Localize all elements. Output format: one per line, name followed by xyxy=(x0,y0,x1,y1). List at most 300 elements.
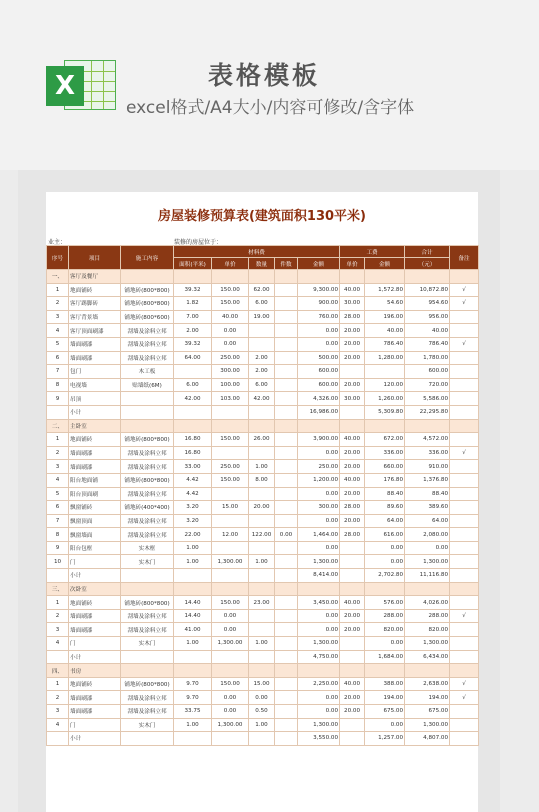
cell-m: 0.00 xyxy=(298,324,340,338)
cell-q xyxy=(249,623,275,637)
cell-item: 飘窗墙面 xyxy=(69,528,121,542)
cell-m: 1,300.00 xyxy=(298,555,340,569)
hero-subtitle: excel格式/A4大小/内容可修改/含字体 xyxy=(126,98,415,118)
cell-n: 4 xyxy=(47,637,69,651)
cell-p: 300.00 xyxy=(212,365,249,379)
cell-item: 客厅顶面刷漆 xyxy=(69,324,121,338)
cell-k xyxy=(275,365,298,379)
table-row xyxy=(47,691,479,705)
cell-a: 1.00 xyxy=(174,555,212,569)
cell-k xyxy=(275,623,298,637)
cell-k: 0.00 xyxy=(275,528,298,542)
table-row xyxy=(47,324,479,338)
cell-lp xyxy=(340,405,365,419)
cell-item: 吊顶 xyxy=(69,392,121,406)
cell-r xyxy=(450,732,479,746)
cell-c: 铺地砖(800*800) xyxy=(121,297,174,311)
table-row xyxy=(47,677,479,691)
cell-tot: 600.00 xyxy=(405,365,450,379)
cell-lp: 20.00 xyxy=(340,609,365,623)
cell-a: 22.00 xyxy=(174,528,212,542)
cell-p xyxy=(212,541,249,555)
cell-c: 刮墙及涂料立邦 xyxy=(121,460,174,474)
spreadsheet-page xyxy=(46,192,478,812)
cell-a xyxy=(174,270,212,284)
cell-item: 墙面刷漆 xyxy=(69,460,121,474)
cell-n: 8 xyxy=(47,528,69,542)
cell-n: 2 xyxy=(47,691,69,705)
subtotal-row xyxy=(47,405,479,419)
cell-item: 墙面刷漆 xyxy=(69,623,121,637)
cell-k xyxy=(275,569,298,583)
cell-c: 铺地砖(800*800) xyxy=(121,433,174,447)
cell-lp: 20.00 xyxy=(340,378,365,392)
cell-c: 铺地砖(800*800) xyxy=(121,473,174,487)
cell-la: 1,257.00 xyxy=(365,732,405,746)
cell-n: 7 xyxy=(47,365,69,379)
cell-item: 主卧室 xyxy=(69,419,121,433)
cell-k xyxy=(275,664,298,678)
cell-q: 15.00 xyxy=(249,677,275,691)
cell-k xyxy=(275,501,298,515)
cell-k xyxy=(275,718,298,732)
cell-tot: 1,376.80 xyxy=(405,473,450,487)
cell-la: 616.00 xyxy=(365,528,405,542)
cell-p: 15.00 xyxy=(212,501,249,515)
cell-item: 地面铺砖 xyxy=(69,283,121,297)
cell-r: √ xyxy=(450,283,479,297)
cell-tot: 4,807.00 xyxy=(405,732,450,746)
cell-c xyxy=(121,419,174,433)
cell-r xyxy=(450,705,479,719)
cell-tot xyxy=(405,664,450,678)
cell-p: 40.00 xyxy=(212,310,249,324)
cell-n: 8 xyxy=(47,378,69,392)
cell-lp xyxy=(340,419,365,433)
cell-c: 铺地砖(800*800) xyxy=(121,596,174,610)
cell-a xyxy=(174,732,212,746)
cell-q xyxy=(249,541,275,555)
col-unit: （元） xyxy=(405,258,450,270)
cell-item: 地面铺砖 xyxy=(69,596,121,610)
table-row xyxy=(47,541,479,555)
cell-la xyxy=(365,664,405,678)
cell-k xyxy=(275,596,298,610)
cell-a: 1.00 xyxy=(174,718,212,732)
cell-la: 0.00 xyxy=(365,637,405,651)
cell-la: 120.00 xyxy=(365,378,405,392)
cell-item: 地面铺砖 xyxy=(69,677,121,691)
cell-m: 600.00 xyxy=(298,365,340,379)
section-row xyxy=(47,582,479,596)
cell-q: 2.00 xyxy=(249,365,275,379)
cell-item: 墙面刷漆 xyxy=(69,337,121,351)
cell-a xyxy=(174,405,212,419)
cell-lp: 28.00 xyxy=(340,528,365,542)
cell-r xyxy=(450,541,479,555)
table-row xyxy=(47,596,479,610)
col-price: 单价 xyxy=(212,258,249,270)
table-row xyxy=(47,460,479,474)
cell-q: 0.00 xyxy=(249,691,275,705)
table-row xyxy=(47,433,479,447)
cell-n: 三、 xyxy=(47,582,69,596)
cell-item: 门 xyxy=(69,637,121,651)
cell-lp xyxy=(340,650,365,664)
cell-item: 飘窗顶面 xyxy=(69,514,121,528)
document-title: 房屋装修预算表(建筑面积130平米) xyxy=(157,209,367,224)
cell-k xyxy=(275,324,298,338)
cell-item: 小计 xyxy=(69,732,121,746)
cell-p: 103.00 xyxy=(212,392,249,406)
cell-q xyxy=(249,650,275,664)
cell-k xyxy=(275,446,298,460)
cell-c: 刮墙及涂料立邦 xyxy=(121,691,174,705)
cell-c xyxy=(121,732,174,746)
document-preview xyxy=(18,170,500,812)
cell-tot xyxy=(405,270,450,284)
cell-lp: 40.00 xyxy=(340,677,365,691)
cell-item: 门 xyxy=(69,718,121,732)
cell-c: 木工板 xyxy=(121,365,174,379)
cell-m: 4,326.00 xyxy=(298,392,340,406)
cell-tot: 5,586.00 xyxy=(405,392,450,406)
cell-m: 1,300.00 xyxy=(298,718,340,732)
cell-q: 42.00 xyxy=(249,392,275,406)
cell-k xyxy=(275,732,298,746)
cell-m: 1,464.00 xyxy=(298,528,340,542)
cell-q: 62.00 xyxy=(249,283,275,297)
cell-p: 0.00 xyxy=(212,623,249,637)
cell-lp: 30.00 xyxy=(340,297,365,311)
subtotal-row xyxy=(47,569,479,583)
cell-k xyxy=(275,297,298,311)
cell-c: 铺地砖(800*600) xyxy=(121,310,174,324)
cell-r: √ xyxy=(450,297,479,311)
cell-c: 刮墙及涂料立邦 xyxy=(121,623,174,637)
col-materials: 材料费 xyxy=(174,246,340,258)
cell-a xyxy=(174,365,212,379)
cell-r xyxy=(450,664,479,678)
cell-n: 3 xyxy=(47,310,69,324)
cell-c: 铺地砖(800*800) xyxy=(121,677,174,691)
cell-m: 16,986.00 xyxy=(298,405,340,419)
cell-a: 3.20 xyxy=(174,514,212,528)
address-label: 装修的房屋位于： xyxy=(174,239,223,246)
cell-r xyxy=(450,569,479,583)
cell-lp: 20.00 xyxy=(340,446,365,460)
hero-title: 表格模板 xyxy=(208,61,321,90)
cell-p: 150.00 xyxy=(212,473,249,487)
cell-p: 150.00 xyxy=(212,297,249,311)
cell-k xyxy=(275,514,298,528)
cell-q: 1.00 xyxy=(249,460,275,474)
cell-p: 1,300.00 xyxy=(212,555,249,569)
cell-la: 1,280.00 xyxy=(365,351,405,365)
cell-n: 3 xyxy=(47,623,69,637)
cell-a: 1.00 xyxy=(174,541,212,555)
cell-q: 0.50 xyxy=(249,705,275,719)
cell-la: 820.00 xyxy=(365,623,405,637)
cell-c xyxy=(121,270,174,284)
cell-q xyxy=(249,582,275,596)
cell-la: 1,260.00 xyxy=(365,392,405,406)
cell-item: 阳台顶面刷 xyxy=(69,487,121,501)
cell-la: 0.00 xyxy=(365,718,405,732)
cell-m: 3,550.00 xyxy=(298,732,340,746)
cell-m: 2,250.00 xyxy=(298,677,340,691)
cell-p: 12.00 xyxy=(212,528,249,542)
cell-q: 23.00 xyxy=(249,596,275,610)
cell-item: 墙面刷漆 xyxy=(69,609,121,623)
cell-la: 2,702.80 xyxy=(365,569,405,583)
cell-a: 41.00 xyxy=(174,623,212,637)
cell-a: 4.42 xyxy=(174,487,212,501)
cell-q xyxy=(249,324,275,338)
cell-r xyxy=(450,501,479,515)
cell-k xyxy=(275,392,298,406)
cell-q xyxy=(249,609,275,623)
cell-p xyxy=(212,650,249,664)
cell-item: 小计 xyxy=(69,405,121,419)
cell-m: 0.00 xyxy=(298,541,340,555)
cell-m: 600.00 xyxy=(298,378,340,392)
cell-k xyxy=(275,283,298,297)
cell-r xyxy=(450,365,479,379)
cell-r xyxy=(450,378,479,392)
cell-a: 33.00 xyxy=(174,460,212,474)
table-row xyxy=(47,337,479,351)
cell-q: 6.00 xyxy=(249,378,275,392)
cell-p xyxy=(212,582,249,596)
cell-r xyxy=(450,392,479,406)
excel-logo-icon: X xyxy=(46,58,114,110)
table-row xyxy=(47,378,479,392)
cell-k xyxy=(275,337,298,351)
cell-item: 电视墙 xyxy=(69,378,121,392)
col-area: 面积(平米) xyxy=(174,258,212,270)
table-row xyxy=(47,392,479,406)
cell-lp xyxy=(340,541,365,555)
cell-c xyxy=(121,582,174,596)
cell-p: 1,300.00 xyxy=(212,718,249,732)
cell-item: 客厅踢脚砖 xyxy=(69,297,121,311)
cell-lp: 40.00 xyxy=(340,433,365,447)
cell-tot xyxy=(405,582,450,596)
cell-n: 9 xyxy=(47,392,69,406)
col-pieces: 件数 xyxy=(275,258,298,270)
cell-la: 1,684.00 xyxy=(365,650,405,664)
cell-p: 0.00 xyxy=(212,705,249,719)
cell-n: 4 xyxy=(47,324,69,338)
cell-lp xyxy=(340,582,365,596)
cell-tot: 1,780.00 xyxy=(405,351,450,365)
cell-q: 8.00 xyxy=(249,473,275,487)
cell-lp: 20.00 xyxy=(340,487,365,501)
cell-k xyxy=(275,433,298,447)
cell-k xyxy=(275,555,298,569)
cell-item: 墙面刷漆 xyxy=(69,351,121,365)
col-labor-amount: 金额 xyxy=(365,258,405,270)
cell-tot: 88.40 xyxy=(405,487,450,501)
cell-q: 1.00 xyxy=(249,555,275,569)
cell-la: 194.00 xyxy=(365,691,405,705)
cell-r xyxy=(450,270,479,284)
cell-k xyxy=(275,541,298,555)
cell-r xyxy=(450,637,479,651)
cell-r xyxy=(450,433,479,447)
cell-c xyxy=(121,569,174,583)
cell-tot: 4,026.00 xyxy=(405,596,450,610)
cell-a: 1.82 xyxy=(174,297,212,311)
cell-la: 675.00 xyxy=(365,705,405,719)
cell-la: 388.00 xyxy=(365,677,405,691)
cell-lp: 20.00 xyxy=(340,514,365,528)
cell-tot: 2,080.00 xyxy=(405,528,450,542)
cell-n: 7 xyxy=(47,514,69,528)
cell-q xyxy=(249,405,275,419)
cell-c: 刮墙及涂料立邦 xyxy=(121,487,174,501)
cell-tot: 389.60 xyxy=(405,501,450,515)
cell-lp: 20.00 xyxy=(340,337,365,351)
cell-item: 飘窗铺砖 xyxy=(69,501,121,515)
cell-r xyxy=(450,487,479,501)
cell-la: 5,309.80 xyxy=(365,405,405,419)
cell-a: 2.00 xyxy=(174,324,212,338)
cell-a: 9.70 xyxy=(174,677,212,691)
cell-k xyxy=(275,405,298,419)
cell-n: 1 xyxy=(47,677,69,691)
col-qty: 数量 xyxy=(249,258,275,270)
cell-a: 16.80 xyxy=(174,446,212,460)
cell-la: 672.00 xyxy=(365,433,405,447)
cell-a: 3.20 xyxy=(174,501,212,515)
cell-a: 7.00 xyxy=(174,310,212,324)
cell-p: 0.00 xyxy=(212,337,249,351)
cell-q: 1.00 xyxy=(249,637,275,651)
cell-q xyxy=(249,514,275,528)
cell-q xyxy=(249,664,275,678)
cell-p xyxy=(212,419,249,433)
cell-a: 14.40 xyxy=(174,609,212,623)
owner-label: 业主： xyxy=(48,239,67,246)
cell-item: 包门 xyxy=(69,365,121,379)
cell-k xyxy=(275,351,298,365)
cell-tot: 720.00 xyxy=(405,378,450,392)
table-row xyxy=(47,555,479,569)
cell-c: 刮墙及涂料立邦 xyxy=(121,609,174,623)
cell-n: 6 xyxy=(47,351,69,365)
cell-c: 贴墙纸(6M) xyxy=(121,378,174,392)
cell-q xyxy=(249,732,275,746)
cell-lp: 20.00 xyxy=(340,705,365,719)
cell-n: 4 xyxy=(47,473,69,487)
cell-n xyxy=(47,569,69,583)
cell-m: 500.00 xyxy=(298,351,340,365)
cell-k xyxy=(275,460,298,474)
cell-n: 2 xyxy=(47,609,69,623)
cell-n: 6 xyxy=(47,501,69,515)
cell-a xyxy=(174,569,212,583)
cell-item: 客厅背景墙 xyxy=(69,310,121,324)
cell-la: 0.00 xyxy=(365,541,405,555)
cell-lp xyxy=(340,637,365,651)
cell-k xyxy=(275,691,298,705)
cell-m: 0.00 xyxy=(298,337,340,351)
cell-la: 288.00 xyxy=(365,609,405,623)
cell-tot: 6,434.00 xyxy=(405,650,450,664)
cell-tot: 4,572.00 xyxy=(405,433,450,447)
cell-p: 100.00 xyxy=(212,378,249,392)
section-row xyxy=(47,270,479,284)
cell-r xyxy=(450,718,479,732)
cell-k xyxy=(275,487,298,501)
cell-r xyxy=(450,555,479,569)
cell-a xyxy=(174,664,212,678)
cell-q: 1.00 xyxy=(249,718,275,732)
cell-r: √ xyxy=(450,337,479,351)
cell-k xyxy=(275,270,298,284)
cell-lp: 40.00 xyxy=(340,473,365,487)
cell-m: 0.00 xyxy=(298,691,340,705)
cell-a xyxy=(174,419,212,433)
cell-r: √ xyxy=(450,446,479,460)
cell-tot: 288.00 xyxy=(405,609,450,623)
cell-r xyxy=(450,596,479,610)
section-row xyxy=(47,664,479,678)
cell-m: 760.00 xyxy=(298,310,340,324)
cell-lp xyxy=(340,365,365,379)
cell-p xyxy=(212,270,249,284)
table-row xyxy=(47,718,479,732)
cell-c xyxy=(121,392,174,406)
cell-la: 1,572.80 xyxy=(365,283,405,297)
cell-r xyxy=(450,528,479,542)
cell-n: 2 xyxy=(47,297,69,311)
cell-item: 阳台地面铺 xyxy=(69,473,121,487)
cell-item: 小计 xyxy=(69,569,121,583)
cell-n: 10 xyxy=(47,555,69,569)
cell-tot: 786.40 xyxy=(405,337,450,351)
col-amount: 金额 xyxy=(298,258,340,270)
cell-r: √ xyxy=(450,691,479,705)
table-row xyxy=(47,473,479,487)
cell-tot: 194.00 xyxy=(405,691,450,705)
cell-a: 16.80 xyxy=(174,433,212,447)
cell-m: 0.00 xyxy=(298,514,340,528)
cell-item: 墙面刷漆 xyxy=(69,446,121,460)
cell-m xyxy=(298,664,340,678)
cell-lp xyxy=(340,555,365,569)
cell-la: 576.00 xyxy=(365,596,405,610)
cell-p xyxy=(212,569,249,583)
cell-la: 176.80 xyxy=(365,473,405,487)
cell-p xyxy=(212,446,249,460)
cell-q xyxy=(249,446,275,460)
cell-q: 20.00 xyxy=(249,501,275,515)
cell-k xyxy=(275,582,298,596)
cell-tot: 1,300.00 xyxy=(405,637,450,651)
cell-m: 300.00 xyxy=(298,501,340,515)
cell-r xyxy=(450,419,479,433)
cell-n: 二、 xyxy=(47,419,69,433)
cell-q: 122.00 xyxy=(249,528,275,542)
cell-lp xyxy=(340,270,365,284)
table-row xyxy=(47,637,479,651)
cell-q xyxy=(249,419,275,433)
cell-tot: 956.00 xyxy=(405,310,450,324)
cell-lp xyxy=(340,718,365,732)
